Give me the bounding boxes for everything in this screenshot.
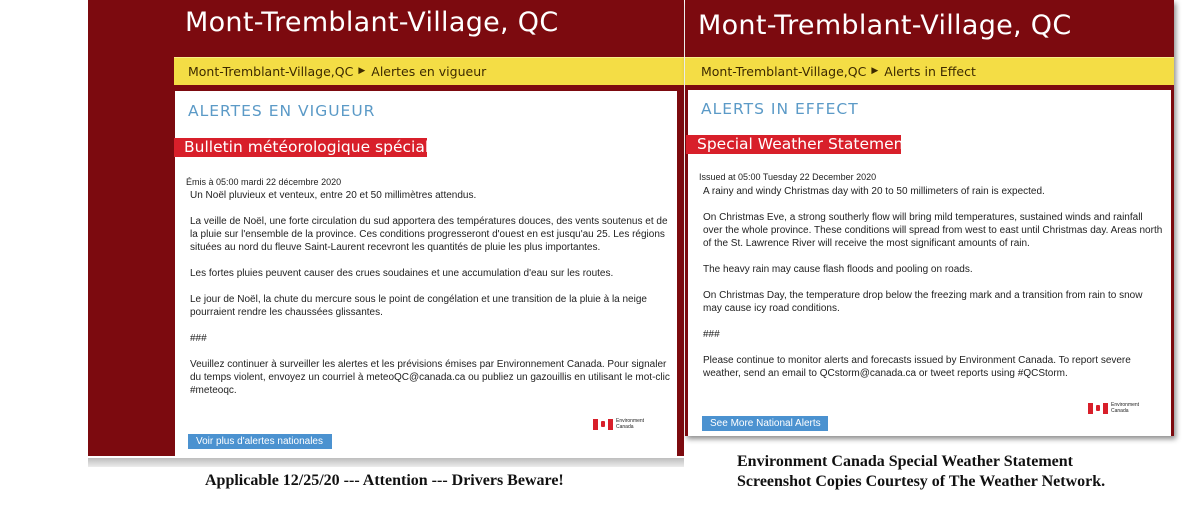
logo-text-line2: Canada <box>1111 408 1129 414</box>
alert-content <box>175 91 677 456</box>
alert-panel-english <box>685 0 1174 436</box>
issued-timestamp: Émis à 05:00 mardi 22 décembre 2020 <box>186 177 342 187</box>
alert-paragraph: La veille de Noël, une forte circulation du sud apportera des températures douces, des vents soutenus et de la pluie sur l'ensemble de la province. Ces conditions progresseront d'ouest en est jusqu'au 25. Les régions situées au nord du fleuve Saint-Laurent recevront les quantités de pluie les plus importantes. <box>190 216 668 253</box>
logo-text-line1: Environment <box>616 418 645 424</box>
alert-content <box>688 90 1171 436</box>
breadcrumb-arrow-icon: ▶ <box>358 65 366 76</box>
breadcrumb-arrow-icon: ▶ <box>871 65 879 76</box>
alert-paragraph: A rainy and windy Christmas day with 20 to 50 millimeters of rain is expected. <box>703 186 1045 197</box>
environment-canada-logo <box>1088 402 1139 414</box>
caption-left: Applicable 12/25/20 --- Attention --- Drivers Beware! <box>205 472 564 489</box>
caption-shadow-band <box>88 458 684 467</box>
alert-body <box>190 189 670 410</box>
breadcrumb-current: Alerts in Effect <box>884 64 976 79</box>
more-national-alerts-button[interactable]: See More National Alerts <box>702 416 828 431</box>
alert-paragraph: Veuillez continuer à surveiller les alertes et les prévisions émises par Environnement Canada. Pour signaler du temps violent, envoyez un courriel à meteoQC@canada.ca ou publiez un gazouillis en utilisant le mot-clic #meteoqc. <box>190 359 670 396</box>
more-national-alerts-button[interactable]: Voir plus d'alertes nationales <box>188 434 332 449</box>
section-heading: ALERTS IN EFFECT <box>701 100 859 118</box>
alert-paragraph: ### <box>190 333 207 344</box>
caption-right-line2: Screenshot Copies Courtesy of The Weather Network. <box>737 473 1106 490</box>
city-title: Mont-Tremblant-Village, QC <box>185 7 559 38</box>
alert-paragraph: The heavy rain may cause flash floods and pooling on roads. <box>703 264 973 275</box>
logo-text-line1: Environment <box>1111 402 1140 408</box>
alert-paragraph: On Christmas Day, the temperature drop below the freezing mark and a transition from rain to snow may cause icy road conditions. <box>703 290 1143 314</box>
breadcrumb-location-link[interactable]: Mont-Tremblant-Village,QC <box>188 64 354 79</box>
logo-text-line2: Canada <box>616 424 634 430</box>
breadcrumb-location-link[interactable]: Mont-Tremblant-Village,QC <box>701 64 867 79</box>
canada-flag-icon <box>1088 403 1108 414</box>
breadcrumb <box>685 57 1174 85</box>
alert-paragraph: ### <box>703 329 720 340</box>
alert-paragraph: Les fortes pluies peuvent causer des crues soudaines et une accumulation d'eau sur les routes. <box>190 268 614 279</box>
alert-body <box>703 185 1163 393</box>
section-heading: ALERTES EN VIGUEUR <box>188 102 376 120</box>
alert-panel-french <box>88 0 684 456</box>
alert-type-banner: Bulletin météorologique spécial <box>174 138 427 157</box>
breadcrumb <box>174 57 684 85</box>
alert-paragraph: Le jour de Noël, la chute du mercure sous le point de congélation et une transition de la pluie à la neige pourraient rendre les chaussées glissantes. <box>190 294 647 318</box>
alert-paragraph: Un Noël pluvieux et venteux, entre 20 et 50 millimètres attendus. <box>190 190 477 201</box>
canada-flag-icon <box>593 419 613 430</box>
alert-type-banner: Special Weather Statement <box>686 135 901 154</box>
caption-right-line1: Environment Canada Special Weather Statement <box>737 453 1074 470</box>
city-title: Mont-Tremblant-Village, QC <box>698 10 1072 41</box>
issued-timestamp: Issued at 05:00 Tuesday 22 December 2020 <box>699 172 877 182</box>
alert-paragraph: On Christmas Eve, a strong southerly flow will bring mild temperatures, sustained winds and rainfall over the whole province. These conditions will spread from west to east until Christmas day. Areas north of the St. Lawrence River will receive the most significant amounts of rain. <box>703 212 1163 249</box>
breadcrumb-current: Alertes en vigueur <box>371 64 487 79</box>
environment-canada-logo <box>593 418 644 430</box>
alert-paragraph: Please continue to monitor alerts and forecasts issued by Environment Canada. To report severe weather, send an email to QCstorm@canada.ca or tweet reports using #QCStorm. <box>703 355 1131 379</box>
